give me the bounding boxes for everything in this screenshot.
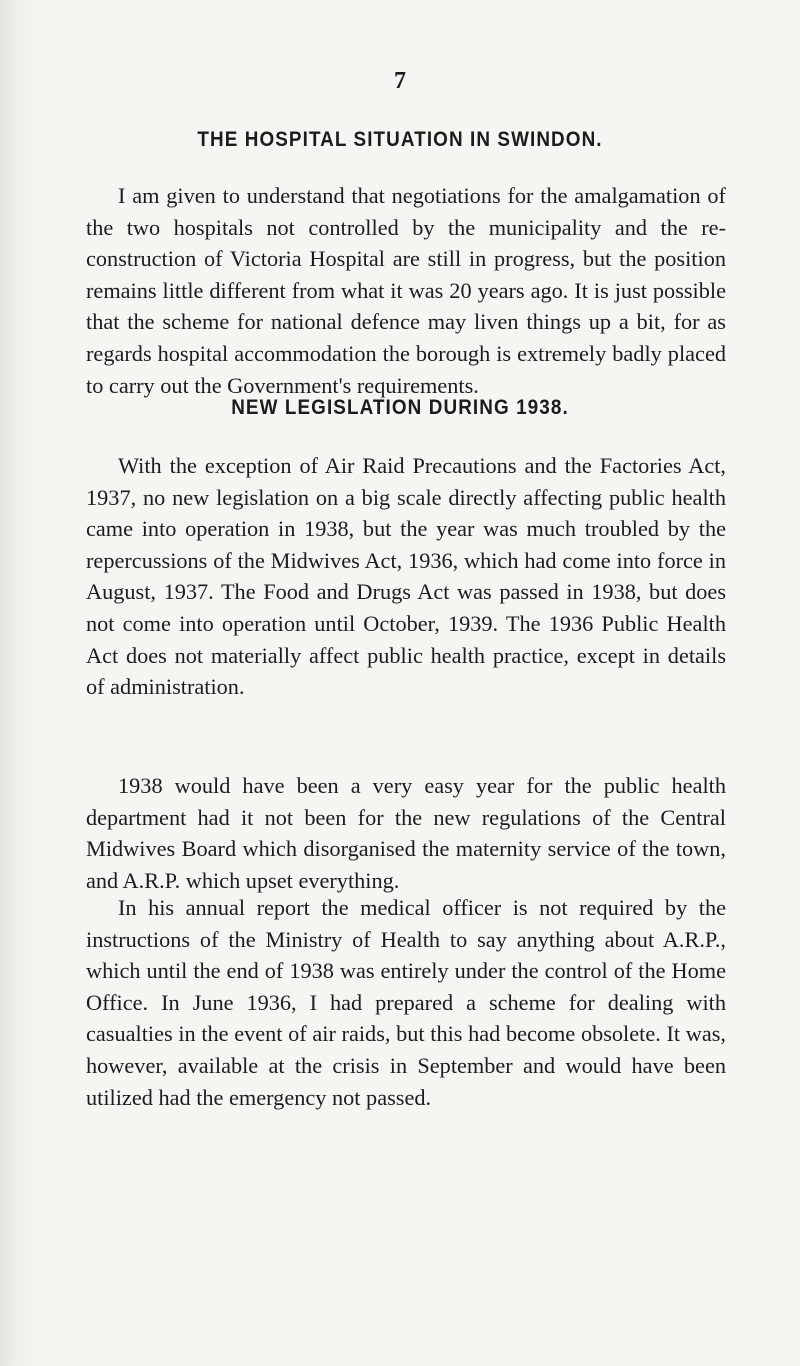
section-heading-new-legislation: NEW LEGISLATION DURING 1938. [231, 396, 569, 419]
paragraph-legislation-overview: With the exception of Air Raid Precautions and the Factories Act, 1937, no new legislation on a big scale directly affecting public health came into operation in 1938, but the year was much troubled by the repercussions of the Midwives Act, 1936, which had come into force in August, 1937. The Food and Drugs Act was passed in 1938, but does not come into operation until October, 1939. The 1936 Public Health Act does not materially affect public health practice, except in details of administration. [86, 453, 726, 700]
paragraph-arp-report: In his annual report the medical officer is not required by the instructions of the Ministry of Health to say anything about A.R.P., which until the end of 1938 was entirely under the control of the Home Office. In June 1936, I had prepared a scheme for dealing with casualties in the event of air raids, but this had become obsolete. It was, however, available at the crisis in September and would have been utilized had the emergency not passed. [86, 895, 726, 1110]
page-number: 7 [394, 68, 406, 94]
section-heading-hospital-situation: THE HOSPITAL SITUATION IN SWINDON. [197, 128, 603, 151]
paragraph-hospital-negotiations: I am given to understand that negotiations for the amalgamation of the two hospitals not controlled by the municipality and the re-construction of Victoria Hospital are still in progress, but the position remains little different from what it was 20 years ago. It is just possible that the scheme for national defence may liven things up a bit, for as regards hospital accommodation the borough is extremely badly placed to carry out the Government's requirements. [86, 183, 726, 398]
paragraph-public-health-year: 1938 would have been a very easy year for the public health department had it not been for the new regulations of the Central Midwives Board which disorganised the maternity service of the town, and A.R.P. which upset everything. [86, 773, 726, 893]
